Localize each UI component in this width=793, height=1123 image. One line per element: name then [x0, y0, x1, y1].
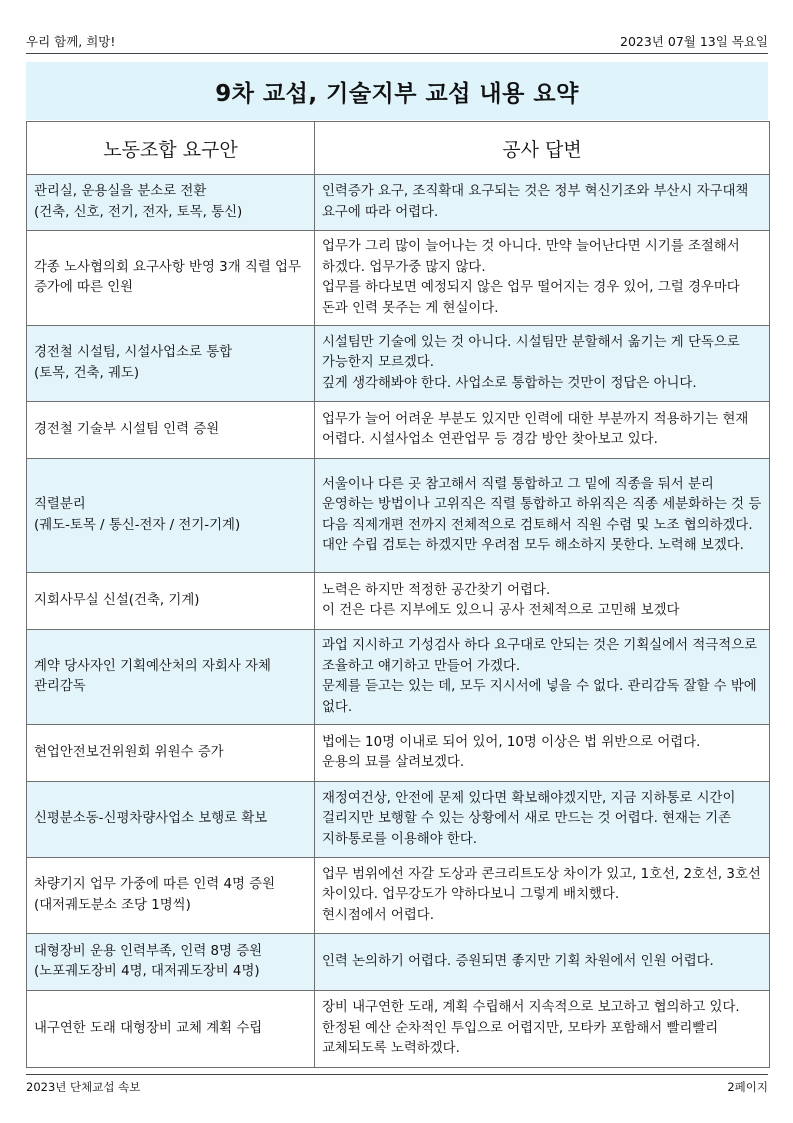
union-demand-text: 경전철 기술부 시설팀 인력 증원 [34, 421, 220, 437]
union-demand-text: 차량기지 업무 가중에 따른 인력 4명 증원 [34, 877, 276, 892]
company-response-cell [315, 630, 770, 725]
company-response-text: 인력 논의하기 어렵다. 증원되면 좋지만 기획 차원에서 인원 어렵다. [322, 953, 714, 969]
union-demand-cell [27, 725, 315, 782]
union-demand-text: (노포궤도장비 4명, 대저궤도장비 4명) [34, 964, 260, 979]
column-header-company-response: 공사 답변 [315, 122, 770, 175]
company-response-cell [315, 459, 770, 573]
company-response-text: 업무를 하다보면 예정되지 않은 업무 떨어지는 경우 있어, 그럴 경우마다 돈과 인력 못주는 게 현실이다. [322, 280, 740, 316]
union-demand-text: (대저궤도분소 조당 1명씩) [34, 897, 191, 913]
table-body [27, 175, 770, 1068]
table-row [27, 725, 770, 782]
table-row [27, 326, 770, 402]
union-demand-cell [27, 459, 315, 573]
company-response-text: 이 건은 다른 지부에도 있으니 공사 전체적으로 고민해 보겠다 [322, 603, 680, 618]
union-demand-text: (토목, 건축, 궤도) [34, 365, 140, 381]
union-demand-text: 지회사무실 신설(건축, 기계) [34, 592, 200, 608]
union-demand-cell [27, 858, 315, 934]
company-response-text: 깊게 생각해봐야 한다. 사업소로 통합하는 것만이 정답은 아니다. [322, 375, 697, 391]
table-row [27, 573, 770, 630]
page-footer [26, 1074, 768, 1096]
union-demand-text: 경전철 시설팀, 시설사업소로 통합 [34, 345, 233, 360]
union-demand-text: 관리실, 운용실을 분소로 전환 [34, 184, 207, 199]
company-response-text: 과업 지시하고 기성검사 하다 요구대로 안되는 것은 기획실에서 적극적으로 조율하고 얘기하고 만들어 가겠다. [322, 638, 758, 674]
union-demand-text: 계약 당사자인 기획예산처의 자회사 자체 관리감독 [34, 658, 271, 694]
company-response-cell [315, 175, 770, 231]
company-response-text: 서울이나 다른 곳 참고해서 직렬 통합하고 그 밑에 직종을 둬서 분리 운영하는 방법이나 고위직은 직렬 통합하고 하위직은 직종 세분화하는 것 등 다음 직제개편 전까지 전체적으로 검토해서 직원 수렴 및 노조 협의하겠다. 대안 수립 검토는 하겠지만 우려점 모두 해소하지 못한다. 노력해 보겠다. [322, 476, 762, 553]
union-demand-text: 대형장비 운용 인력부족, 인력 8명 증원 [34, 943, 263, 959]
union-demand-cell [27, 231, 315, 326]
company-response-cell [315, 858, 770, 934]
company-response-text: 업무가 늘어 어려운 부분도 있지만 인력에 대한 부분까지 적용하기는 현재 어렵다. 시설사업소 연관업무 등 경감 방안 찾아보고 있다. [322, 411, 749, 447]
union-demand-cell [27, 573, 315, 630]
company-response-text: 문제를 듣고는 있는 데, 모두 지시서에 넣을 수 없다. 관리감독 잘할 수 밖에 없다. [322, 679, 757, 715]
company-response-cell [315, 991, 770, 1068]
union-demand-text: (궤도-토목 / 통신-전자 / 전기-기계) [34, 517, 241, 533]
union-demand-cell [27, 630, 315, 725]
company-response-text: 장비 내구연한 도래, 계획 수립해서 지속적으로 보고하고 협의하고 있다. 한정된 예산 순차적인 투입으로 어렵지만, 모타카 포함해서 빨리빨리 교체되도록 노력하겠다. [322, 1000, 740, 1057]
union-demand-cell [27, 991, 315, 1068]
union-demand-text: 현업안전보건위원회 위원수 증가 [34, 744, 224, 760]
company-response-text: 업무 범위에선 자갈 도상과 콘크리트도상 차이가 있고, 1호선, 2호선, 3호선 차이있다. 업무강도가 약하다보니 그렇게 배치했다. [322, 866, 761, 903]
table-row [27, 858, 770, 934]
company-response-cell [315, 725, 770, 782]
company-response-text: 인력증가 요구, 조직확대 요구되는 것은 정부 혁신기조와 부산시 자구대책 요구에 따라 어렵다. [322, 184, 749, 220]
company-response-text: 노력은 하지만 적정한 공간찾기 어렵다. [322, 582, 551, 598]
union-demand-cell [27, 175, 315, 231]
union-demand-cell [27, 326, 315, 402]
table-row [27, 782, 770, 858]
union-demand-text: 각종 노사협의회 요구사항 반영 3개 직렬 업무 증가에 따른 인원 [34, 259, 301, 295]
page-header [26, 32, 768, 54]
table-header-row [27, 122, 770, 175]
footer-publication: 2023년 단체교섭 속보 [26, 1080, 141, 1094]
company-response-text: 업무가 그리 많이 늘어나는 것 아니다. 만약 늘어난다면 시기를 조절해서 하겠다. 업무가중 많지 않다. [322, 239, 740, 275]
company-response-cell [315, 934, 770, 991]
negotiation-summary-table [26, 121, 770, 1068]
company-response-cell [315, 402, 770, 459]
table-row [27, 231, 770, 326]
union-demand-cell [27, 402, 315, 459]
company-response-text: 법에는 10명 이내로 되어 있어, 10명 이상은 법 위반으로 어렵다. [322, 734, 701, 750]
table-row [27, 402, 770, 459]
company-response-text: 재정여건상, 안전에 문제 있다면 확보해야겠지만, 지금 지하통로 시간이 걸리지만 보행할 수 있는 상황에서 새로 만드는 것 어렵다. 현재는 기존 지하통로를 이용해야 한다. [322, 790, 736, 847]
company-response-cell [315, 782, 770, 858]
union-demand-cell [27, 934, 315, 991]
union-demand-text: 신평분소동-신평차량사업소 보행로 확보 [34, 811, 268, 827]
union-demand-cell [27, 782, 315, 858]
table-row [27, 991, 770, 1068]
union-demand-text: (건축, 신호, 전기, 전자, 토목, 통신) [34, 204, 243, 220]
company-response-text: 운용의 묘를 살려보겠다. [322, 755, 465, 770]
column-header-union-demand: 노동조합 요구안 [27, 122, 315, 175]
header-slogan: 우리 함께, 희망! [26, 34, 116, 49]
company-response-cell [315, 573, 770, 630]
union-demand-text: 직렬분리 [34, 497, 86, 512]
table-row [27, 630, 770, 725]
table-row [27, 934, 770, 991]
header-date: 2023년 07월 13일 목요일 [620, 34, 768, 49]
page-title: 9차 교섭, 기술지부 교섭 내용 요약 [26, 62, 768, 120]
company-response-cell [315, 326, 770, 402]
union-demand-text: 내구연한 도래 대형장비 교체 계획 수립 [34, 1020, 263, 1036]
company-response-text: 현시점에서 어렵다. [322, 907, 434, 923]
table-row [27, 175, 770, 231]
company-response-cell [315, 231, 770, 326]
table-row [27, 459, 770, 573]
footer-page-number: 2페이지 [727, 1080, 768, 1094]
company-response-text: 시설팀만 기술에 있는 것 아니다. 시설팀만 분할해서 옮기는 게 단독으로 가능한지 모르겠다. [322, 334, 740, 371]
